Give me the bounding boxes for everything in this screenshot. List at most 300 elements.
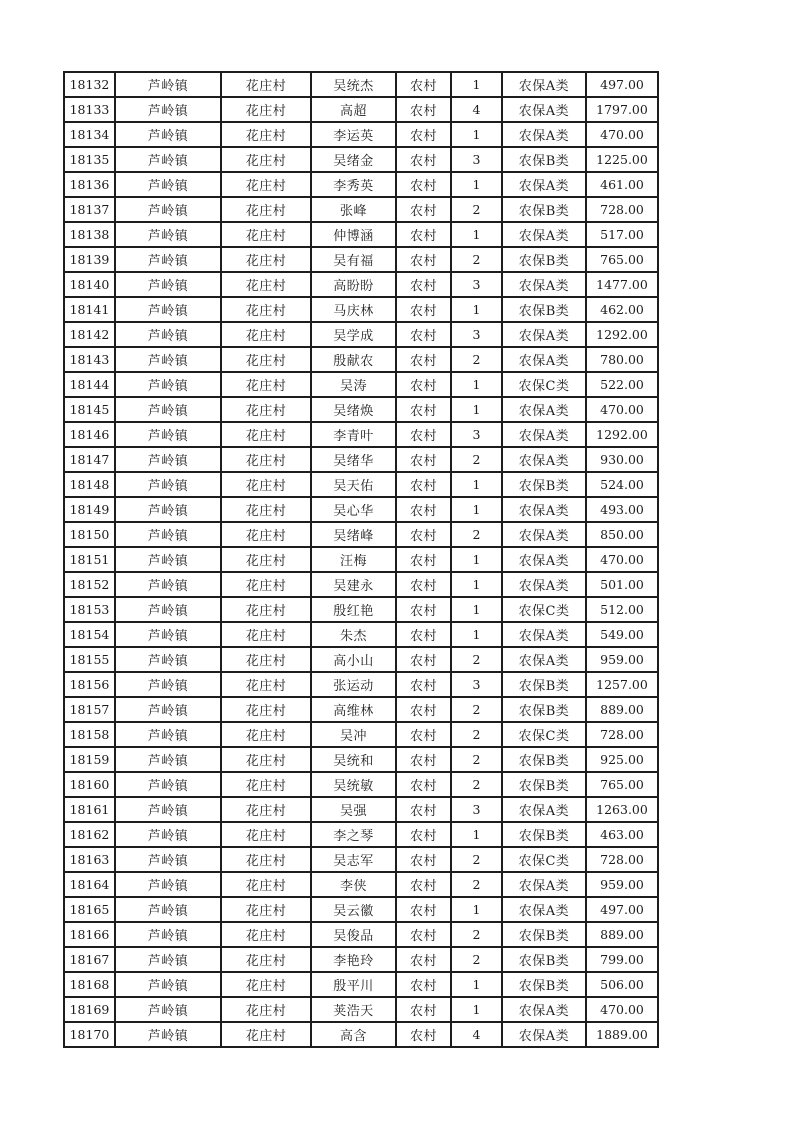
cell-town: 芦岭镇	[115, 597, 221, 622]
cell-person-count: 1	[451, 822, 502, 847]
cell-residence-type: 农村	[396, 297, 451, 322]
table-row	[64, 997, 658, 1022]
cell-amount: 493.00	[586, 497, 658, 522]
cell-record-id: 18140	[64, 272, 115, 297]
cell-town: 芦岭镇	[115, 372, 221, 397]
table-row	[64, 847, 658, 872]
cell-record-id: 18165	[64, 897, 115, 922]
cell-record-id: 18157	[64, 697, 115, 722]
cell-person-name: 仲博涵	[311, 222, 396, 247]
cell-amount: 765.00	[586, 247, 658, 272]
cell-person-count: 2	[451, 747, 502, 772]
cell-residence-type: 农村	[396, 872, 451, 897]
cell-amount: 889.00	[586, 697, 658, 722]
cell-village: 花庄村	[221, 647, 311, 672]
cell-amount: 850.00	[586, 522, 658, 547]
cell-person-name: 吴学成	[311, 322, 396, 347]
cell-residence-type: 农村	[396, 772, 451, 797]
cell-insurance-category: 农保A类	[502, 322, 586, 347]
table-row	[64, 297, 658, 322]
cell-record-id: 18151	[64, 547, 115, 572]
table-row	[64, 397, 658, 422]
cell-insurance-category: 农保A类	[502, 272, 586, 297]
cell-amount: 549.00	[586, 622, 658, 647]
cell-person-name: 张运动	[311, 672, 396, 697]
cell-amount: 799.00	[586, 947, 658, 972]
cell-town: 芦岭镇	[115, 72, 221, 97]
cell-town: 芦岭镇	[115, 222, 221, 247]
table-row	[64, 622, 658, 647]
cell-town: 芦岭镇	[115, 872, 221, 897]
cell-person-count: 2	[451, 922, 502, 947]
cell-insurance-category: 农保C类	[502, 372, 586, 397]
cell-town: 芦岭镇	[115, 947, 221, 972]
cell-amount: 501.00	[586, 572, 658, 597]
cell-town: 芦岭镇	[115, 797, 221, 822]
cell-person-name: 吴统敏	[311, 772, 396, 797]
cell-residence-type: 农村	[396, 972, 451, 997]
cell-village: 花庄村	[221, 522, 311, 547]
cell-person-count: 2	[451, 347, 502, 372]
cell-town: 芦岭镇	[115, 697, 221, 722]
cell-town: 芦岭镇	[115, 772, 221, 797]
cell-person-count: 1	[451, 472, 502, 497]
cell-record-id: 18143	[64, 347, 115, 372]
cell-amount: 728.00	[586, 847, 658, 872]
cell-village: 花庄村	[221, 347, 311, 372]
cell-village: 花庄村	[221, 122, 311, 147]
cell-person-count: 2	[451, 522, 502, 547]
cell-village: 花庄村	[221, 372, 311, 397]
cell-insurance-category: 农保A类	[502, 422, 586, 447]
cell-amount: 462.00	[586, 297, 658, 322]
cell-person-count: 1	[451, 622, 502, 647]
cell-person-name: 汪梅	[311, 547, 396, 572]
cell-insurance-category: 农保A类	[502, 172, 586, 197]
cell-person-name: 吴心华	[311, 497, 396, 522]
cell-insurance-category: 农保B类	[502, 672, 586, 697]
cell-person-count: 2	[451, 197, 502, 222]
cell-amount: 728.00	[586, 197, 658, 222]
cell-amount: 889.00	[586, 922, 658, 947]
cell-town: 芦岭镇	[115, 172, 221, 197]
cell-village: 花庄村	[221, 222, 311, 247]
cell-amount: 1263.00	[586, 797, 658, 822]
table-row	[64, 497, 658, 522]
cell-town: 芦岭镇	[115, 247, 221, 272]
cell-amount: 1225.00	[586, 147, 658, 172]
table-row	[64, 97, 658, 122]
cell-town: 芦岭镇	[115, 422, 221, 447]
cell-town: 芦岭镇	[115, 97, 221, 122]
cell-village: 花庄村	[221, 472, 311, 497]
cell-person-count: 2	[451, 447, 502, 472]
cell-insurance-category: 农保A类	[502, 347, 586, 372]
cell-amount: 925.00	[586, 747, 658, 772]
cell-residence-type: 农村	[396, 272, 451, 297]
cell-town: 芦岭镇	[115, 297, 221, 322]
cell-person-name: 吴有福	[311, 247, 396, 272]
cell-person-count: 1	[451, 222, 502, 247]
cell-insurance-category: 农保A类	[502, 572, 586, 597]
cell-person-count: 1	[451, 997, 502, 1022]
cell-record-id: 18137	[64, 197, 115, 222]
cell-person-name: 吴俊品	[311, 922, 396, 947]
cell-person-count: 1	[451, 972, 502, 997]
cell-person-name: 高盼盼	[311, 272, 396, 297]
cell-record-id: 18139	[64, 247, 115, 272]
cell-town: 芦岭镇	[115, 322, 221, 347]
cell-person-name: 李之琴	[311, 822, 396, 847]
cell-amount: 461.00	[586, 172, 658, 197]
cell-person-count: 1	[451, 372, 502, 397]
cell-residence-type: 农村	[396, 497, 451, 522]
cell-town: 芦岭镇	[115, 122, 221, 147]
cell-town: 芦岭镇	[115, 822, 221, 847]
cell-village: 花庄村	[221, 172, 311, 197]
cell-person-count: 3	[451, 147, 502, 172]
cell-record-id: 18158	[64, 722, 115, 747]
table-row	[64, 922, 658, 947]
cell-person-name: 吴统杰	[311, 72, 396, 97]
table-row	[64, 147, 658, 172]
cell-residence-type: 农村	[396, 597, 451, 622]
cell-person-count: 2	[451, 647, 502, 672]
cell-amount: 497.00	[586, 897, 658, 922]
cell-person-count: 3	[451, 672, 502, 697]
cell-amount: 470.00	[586, 122, 658, 147]
cell-village: 花庄村	[221, 872, 311, 897]
cell-person-count: 2	[451, 772, 502, 797]
table-row	[64, 872, 658, 897]
cell-insurance-category: 农保B类	[502, 147, 586, 172]
cell-record-id: 18148	[64, 472, 115, 497]
cell-residence-type: 农村	[396, 372, 451, 397]
cell-village: 花庄村	[221, 147, 311, 172]
cell-insurance-category: 农保A类	[502, 97, 586, 122]
cell-record-id: 18147	[64, 447, 115, 472]
cell-person-name: 李青叶	[311, 422, 396, 447]
cell-amount: 780.00	[586, 347, 658, 372]
table-row	[64, 472, 658, 497]
cell-amount: 765.00	[586, 772, 658, 797]
cell-record-id: 18170	[64, 1022, 115, 1047]
cell-residence-type: 农村	[396, 347, 451, 372]
cell-record-id: 18146	[64, 422, 115, 447]
cell-town: 芦岭镇	[115, 747, 221, 772]
cell-residence-type: 农村	[396, 197, 451, 222]
table-row	[64, 647, 658, 672]
cell-residence-type: 农村	[396, 172, 451, 197]
cell-person-name: 高维林	[311, 697, 396, 722]
cell-person-count: 3	[451, 422, 502, 447]
cell-village: 花庄村	[221, 72, 311, 97]
table-row	[64, 347, 658, 372]
cell-amount: 470.00	[586, 547, 658, 572]
cell-person-count: 3	[451, 797, 502, 822]
cell-record-id: 18149	[64, 497, 115, 522]
cell-residence-type: 农村	[396, 672, 451, 697]
cell-record-id: 18163	[64, 847, 115, 872]
cell-residence-type: 农村	[396, 247, 451, 272]
cell-residence-type: 农村	[396, 397, 451, 422]
cell-residence-type: 农村	[396, 622, 451, 647]
cell-residence-type: 农村	[396, 322, 451, 347]
cell-town: 芦岭镇	[115, 622, 221, 647]
cell-insurance-category: 农保C类	[502, 722, 586, 747]
cell-record-id: 18138	[64, 222, 115, 247]
cell-village: 花庄村	[221, 322, 311, 347]
cell-record-id: 18156	[64, 672, 115, 697]
table-row	[64, 222, 658, 247]
cell-person-name: 殷平川	[311, 972, 396, 997]
cell-record-id: 18159	[64, 747, 115, 772]
cell-record-id: 18136	[64, 172, 115, 197]
cell-person-name: 马庆林	[311, 297, 396, 322]
cell-town: 芦岭镇	[115, 847, 221, 872]
cell-person-name: 殷红艳	[311, 597, 396, 622]
cell-person-name: 吴志军	[311, 847, 396, 872]
cell-town: 芦岭镇	[115, 272, 221, 297]
cell-person-count: 4	[451, 1022, 502, 1047]
cell-residence-type: 农村	[396, 472, 451, 497]
cell-person-name: 荚浩天	[311, 997, 396, 1022]
cell-record-id: 18164	[64, 872, 115, 897]
cell-person-count: 1	[451, 547, 502, 572]
cell-town: 芦岭镇	[115, 522, 221, 547]
cell-amount: 497.00	[586, 72, 658, 97]
cell-residence-type: 农村	[396, 222, 451, 247]
cell-residence-type: 农村	[396, 697, 451, 722]
cell-person-name: 吴涛	[311, 372, 396, 397]
table-row	[64, 122, 658, 147]
payment-records-table	[63, 71, 659, 1048]
table-row	[64, 72, 658, 97]
cell-record-id: 18144	[64, 372, 115, 397]
cell-insurance-category: 农保B类	[502, 472, 586, 497]
cell-village: 花庄村	[221, 922, 311, 947]
cell-residence-type: 农村	[396, 422, 451, 447]
table-row	[64, 822, 658, 847]
cell-town: 芦岭镇	[115, 672, 221, 697]
cell-person-count: 3	[451, 322, 502, 347]
cell-residence-type: 农村	[396, 922, 451, 947]
cell-record-id: 18161	[64, 797, 115, 822]
cell-village: 花庄村	[221, 747, 311, 772]
cell-insurance-category: 农保A类	[502, 897, 586, 922]
cell-insurance-category: 农保B类	[502, 822, 586, 847]
cell-village: 花庄村	[221, 197, 311, 222]
cell-person-count: 2	[451, 847, 502, 872]
cell-residence-type: 农村	[396, 447, 451, 472]
cell-insurance-category: 农保A类	[502, 997, 586, 1022]
cell-town: 芦岭镇	[115, 897, 221, 922]
cell-person-name: 吴冲	[311, 722, 396, 747]
cell-amount: 1797.00	[586, 97, 658, 122]
cell-record-id: 18166	[64, 922, 115, 947]
cell-person-name: 吴云徽	[311, 897, 396, 922]
cell-person-name: 吴绪峰	[311, 522, 396, 547]
cell-insurance-category: 农保B类	[502, 947, 586, 972]
table-row	[64, 547, 658, 572]
cell-residence-type: 农村	[396, 97, 451, 122]
cell-record-id: 18132	[64, 72, 115, 97]
cell-record-id: 18168	[64, 972, 115, 997]
cell-village: 花庄村	[221, 897, 311, 922]
cell-village: 花庄村	[221, 597, 311, 622]
cell-insurance-category: 农保B类	[502, 197, 586, 222]
cell-village: 花庄村	[221, 497, 311, 522]
cell-person-count: 4	[451, 97, 502, 122]
cell-insurance-category: 农保A类	[502, 622, 586, 647]
cell-person-count: 1	[451, 572, 502, 597]
cell-person-count: 2	[451, 247, 502, 272]
table-row	[64, 522, 658, 547]
cell-person-count: 1	[451, 897, 502, 922]
cell-amount: 512.00	[586, 597, 658, 622]
cell-record-id: 18152	[64, 572, 115, 597]
cell-residence-type: 农村	[396, 747, 451, 772]
cell-record-id: 18141	[64, 297, 115, 322]
cell-amount: 1257.00	[586, 672, 658, 697]
cell-insurance-category: 农保B类	[502, 772, 586, 797]
cell-insurance-category: 农保C类	[502, 597, 586, 622]
cell-person-name: 高超	[311, 97, 396, 122]
cell-residence-type: 农村	[396, 947, 451, 972]
cell-amount: 517.00	[586, 222, 658, 247]
table-row	[64, 672, 658, 697]
cell-village: 花庄村	[221, 697, 311, 722]
cell-person-name: 李侠	[311, 872, 396, 897]
cell-amount: 1889.00	[586, 1022, 658, 1047]
cell-town: 芦岭镇	[115, 547, 221, 572]
table-row	[64, 947, 658, 972]
cell-person-name: 吴统和	[311, 747, 396, 772]
cell-insurance-category: 农保B类	[502, 247, 586, 272]
cell-amount: 959.00	[586, 872, 658, 897]
table-row	[64, 372, 658, 397]
cell-residence-type: 农村	[396, 147, 451, 172]
cell-town: 芦岭镇	[115, 347, 221, 372]
cell-town: 芦岭镇	[115, 972, 221, 997]
table-row	[64, 422, 658, 447]
table-row	[64, 722, 658, 747]
cell-amount: 930.00	[586, 447, 658, 472]
cell-person-name: 吴绪金	[311, 147, 396, 172]
cell-village: 花庄村	[221, 447, 311, 472]
cell-village: 花庄村	[221, 997, 311, 1022]
table-row	[64, 572, 658, 597]
cell-village: 花庄村	[221, 672, 311, 697]
table-row	[64, 797, 658, 822]
table-row	[64, 697, 658, 722]
cell-person-count: 3	[451, 272, 502, 297]
cell-record-id: 18134	[64, 122, 115, 147]
cell-insurance-category: 农保A类	[502, 447, 586, 472]
cell-person-name: 张峰	[311, 197, 396, 222]
cell-town: 芦岭镇	[115, 447, 221, 472]
cell-village: 花庄村	[221, 822, 311, 847]
cell-insurance-category: 农保A类	[502, 872, 586, 897]
table-row	[64, 447, 658, 472]
cell-record-id: 18154	[64, 622, 115, 647]
cell-town: 芦岭镇	[115, 1022, 221, 1047]
cell-insurance-category: 农保A类	[502, 72, 586, 97]
cell-insurance-category: 农保A类	[502, 122, 586, 147]
table-row	[64, 172, 658, 197]
cell-insurance-category: 农保A类	[502, 1022, 586, 1047]
cell-insurance-category: 农保A类	[502, 797, 586, 822]
cell-village: 花庄村	[221, 422, 311, 447]
cell-residence-type: 农村	[396, 722, 451, 747]
cell-village: 花庄村	[221, 572, 311, 597]
table-row	[64, 972, 658, 997]
cell-person-count: 1	[451, 172, 502, 197]
cell-person-name: 高小山	[311, 647, 396, 672]
table-row	[64, 322, 658, 347]
cell-amount: 1292.00	[586, 422, 658, 447]
table-row	[64, 772, 658, 797]
table-row	[64, 272, 658, 297]
cell-person-name: 李艳玲	[311, 947, 396, 972]
cell-town: 芦岭镇	[115, 922, 221, 947]
cell-residence-type: 农村	[396, 822, 451, 847]
cell-person-count: 2	[451, 697, 502, 722]
cell-person-count: 2	[451, 722, 502, 747]
cell-person-name: 朱杰	[311, 622, 396, 647]
cell-person-count: 2	[451, 872, 502, 897]
cell-town: 芦岭镇	[115, 997, 221, 1022]
cell-insurance-category: 农保A类	[502, 547, 586, 572]
table-row	[64, 747, 658, 772]
cell-village: 花庄村	[221, 622, 311, 647]
cell-town: 芦岭镇	[115, 472, 221, 497]
cell-record-id: 18135	[64, 147, 115, 172]
table-row	[64, 1022, 658, 1047]
cell-person-count: 2	[451, 947, 502, 972]
cell-village: 花庄村	[221, 972, 311, 997]
cell-village: 花庄村	[221, 847, 311, 872]
table-row	[64, 897, 658, 922]
cell-insurance-category: 农保C类	[502, 847, 586, 872]
cell-village: 花庄村	[221, 722, 311, 747]
cell-insurance-category: 农保A类	[502, 497, 586, 522]
cell-person-count: 1	[451, 397, 502, 422]
cell-residence-type: 农村	[396, 847, 451, 872]
table-row	[64, 197, 658, 222]
cell-record-id: 18145	[64, 397, 115, 422]
cell-insurance-category: 农保B类	[502, 747, 586, 772]
cell-record-id: 18155	[64, 647, 115, 672]
cell-person-count: 1	[451, 72, 502, 97]
cell-amount: 728.00	[586, 722, 658, 747]
cell-residence-type: 农村	[396, 72, 451, 97]
cell-residence-type: 农村	[396, 897, 451, 922]
cell-village: 花庄村	[221, 1022, 311, 1047]
cell-amount: 506.00	[586, 972, 658, 997]
cell-insurance-category: 农保B类	[502, 297, 586, 322]
table-body	[64, 72, 658, 1047]
cell-residence-type: 农村	[396, 572, 451, 597]
cell-person-name: 吴天佑	[311, 472, 396, 497]
cell-person-count: 1	[451, 497, 502, 522]
cell-record-id: 18133	[64, 97, 115, 122]
cell-person-name: 吴绪华	[311, 447, 396, 472]
cell-insurance-category: 农保A类	[502, 397, 586, 422]
cell-village: 花庄村	[221, 297, 311, 322]
cell-village: 花庄村	[221, 247, 311, 272]
cell-insurance-category: 农保B类	[502, 697, 586, 722]
